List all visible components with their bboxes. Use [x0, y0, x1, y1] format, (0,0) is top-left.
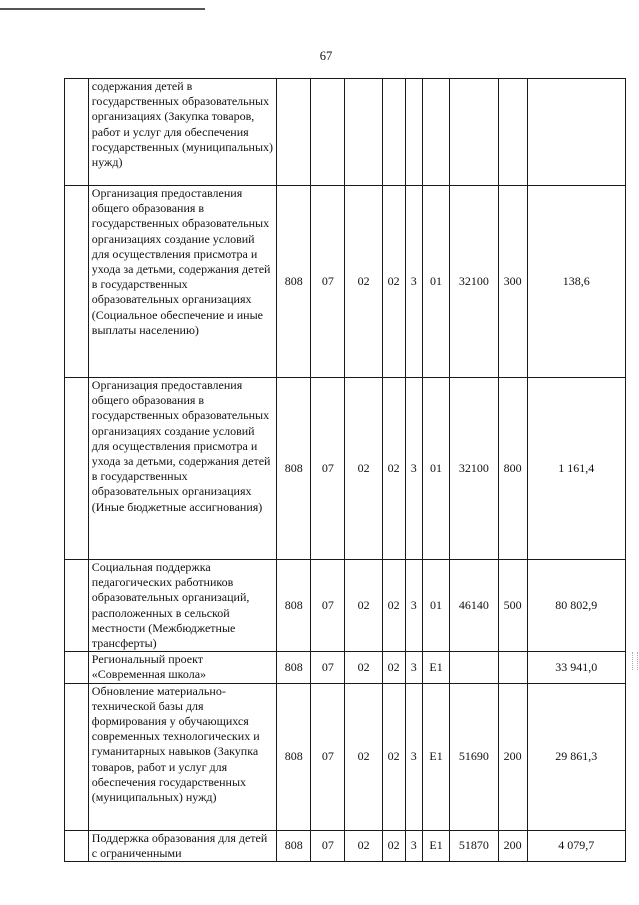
item-name: Обновление материально-технической базы для формирования у обучающихся современных технологических и гуманитарных навыков (Закупка товаров, работ и услуг для обеспечения государственных (муниципальных) нужд) — [91, 683, 260, 805]
subsection-code-cell — [345, 79, 382, 186]
event-code-cell: Е1 — [423, 830, 450, 861]
expense-type-cell: 500 — [498, 560, 527, 652]
budget-table — [64, 78, 626, 862]
item-name-cell — [88, 560, 276, 652]
amount-cell: 1 161,4 — [527, 378, 625, 560]
row-number-cell — [65, 652, 89, 683]
ministry-code-cell: 808 — [277, 378, 311, 560]
table-row — [65, 683, 626, 830]
event-code-cell: Е1 — [423, 683, 450, 830]
subprogram-code-cell: 3 — [405, 830, 423, 861]
expense-type-cell: 200 — [498, 830, 527, 861]
subsection-code-cell: 02 — [345, 378, 382, 560]
subprogram-code-cell: 3 — [405, 683, 423, 830]
amount-cell — [527, 79, 625, 186]
expense-type-cell — [498, 652, 527, 683]
item-name-cell — [88, 79, 276, 186]
amount-cell: 29 861,3 — [527, 683, 625, 830]
item-name: Поддержка образования для детей с ограниченными — [91, 830, 268, 860]
subsection-code-cell: 02 — [345, 652, 382, 683]
item-name: Региональный проект «Современная школа» — [91, 652, 207, 682]
event-code-cell: 01 — [423, 186, 450, 378]
event-code-cell: 01 — [423, 378, 450, 560]
subprogram-code-cell — [405, 79, 423, 186]
subprogram-code-cell: 3 — [405, 560, 423, 652]
section-code-cell: 07 — [311, 560, 345, 652]
row-number-cell — [65, 560, 89, 652]
item-name-cell — [88, 186, 276, 378]
page-number: 67 — [319, 49, 333, 63]
direction-code-cell: 51870 — [450, 830, 499, 861]
expense-type-cell: 200 — [498, 683, 527, 830]
row-number-cell — [65, 79, 89, 186]
subprogram-code-cell: 3 — [405, 378, 423, 560]
item-name-cell — [88, 683, 276, 830]
amount-cell: 33 941,0 — [527, 652, 625, 683]
section-code-cell: 07 — [311, 652, 345, 683]
amount-cell: 138,6 — [527, 186, 625, 378]
section-code-cell: 07 — [311, 186, 345, 378]
ministry-code-cell: 808 — [277, 560, 311, 652]
scan-edge-mark — [632, 652, 638, 670]
amount-cell: 80 802,9 — [527, 560, 625, 652]
ministry-code-cell: 808 — [277, 186, 311, 378]
table-row — [65, 652, 626, 683]
subprogram-code-cell: 3 — [405, 186, 423, 378]
item-name-cell — [88, 378, 276, 560]
ministry-code-cell: 808 — [277, 652, 311, 683]
item-name-cell — [88, 830, 276, 861]
direction-code-cell: 46140 — [450, 560, 499, 652]
program-code-cell: 02 — [382, 683, 405, 830]
table-row — [65, 186, 626, 378]
subprogram-code-cell: 3 — [405, 652, 423, 683]
item-name: Организация предоставления общего образования в государственных образовательных организациях создание условий для осуществления присмотра и ухода за детьми, содержания детей в государственных образовательных организациях (Иные бюджетные ассигнования) — [91, 378, 271, 514]
program-code-cell: 02 — [382, 652, 405, 683]
event-code-cell: Е1 — [423, 652, 450, 683]
expense-type-cell: 300 — [498, 186, 527, 378]
subsection-code-cell: 02 — [345, 683, 382, 830]
direction-code-cell: 32100 — [450, 378, 499, 560]
program-code-cell: 02 — [382, 830, 405, 861]
amount-cell: 4 079,7 — [527, 830, 625, 861]
direction-code-cell: 51690 — [450, 683, 499, 830]
table-row — [65, 378, 626, 560]
row-number-cell — [65, 378, 89, 560]
row-number-cell — [65, 186, 89, 378]
event-code-cell: 01 — [423, 560, 450, 652]
program-code-cell: 02 — [382, 378, 405, 560]
subsection-code-cell: 02 — [345, 186, 382, 378]
section-code-cell: 07 — [311, 683, 345, 830]
section-code-cell: 07 — [311, 378, 345, 560]
row-number-cell — [65, 683, 89, 830]
ministry-code-cell: 808 — [277, 830, 311, 861]
program-code-cell: 02 — [382, 560, 405, 652]
subsection-code-cell: 02 — [345, 560, 382, 652]
item-name: Социальная поддержка педагогических работников образовательных организаций, расположенных в сельской местности (Межбюджетные трансферты) — [91, 560, 250, 651]
item-name-cell — [88, 652, 276, 683]
program-code-cell: 02 — [382, 186, 405, 378]
row-number-cell — [65, 830, 89, 861]
expense-type-cell — [498, 79, 527, 186]
table-row — [65, 560, 626, 652]
direction-code-cell — [450, 79, 499, 186]
scan-edge-line — [0, 8, 205, 10]
event-code-cell — [423, 79, 450, 186]
item-name: Организация предоставления общего образования в государственных образовательных организациях создание условий для осуществления присмотра и ухода за детьми, содержания детей в государственных образовательных организациях (Социальное обеспечение и иные выплаты населению) — [91, 186, 271, 337]
expense-type-cell: 800 — [498, 378, 527, 560]
table-row — [65, 830, 626, 861]
table-row — [65, 79, 626, 186]
program-code-cell — [382, 79, 405, 186]
direction-code-cell: 32100 — [450, 186, 499, 378]
direction-code-cell — [450, 652, 499, 683]
section-code-cell — [311, 79, 345, 186]
item-name: содержания детей в государственных образовательных организациях (Закупка товаров, работ и услуг для обеспечения государственных (муниципальных) нужд) — [91, 79, 274, 170]
section-code-cell: 07 — [311, 830, 345, 861]
subsection-code-cell: 02 — [345, 830, 382, 861]
ministry-code-cell — [277, 79, 311, 186]
ministry-code-cell: 808 — [277, 683, 311, 830]
